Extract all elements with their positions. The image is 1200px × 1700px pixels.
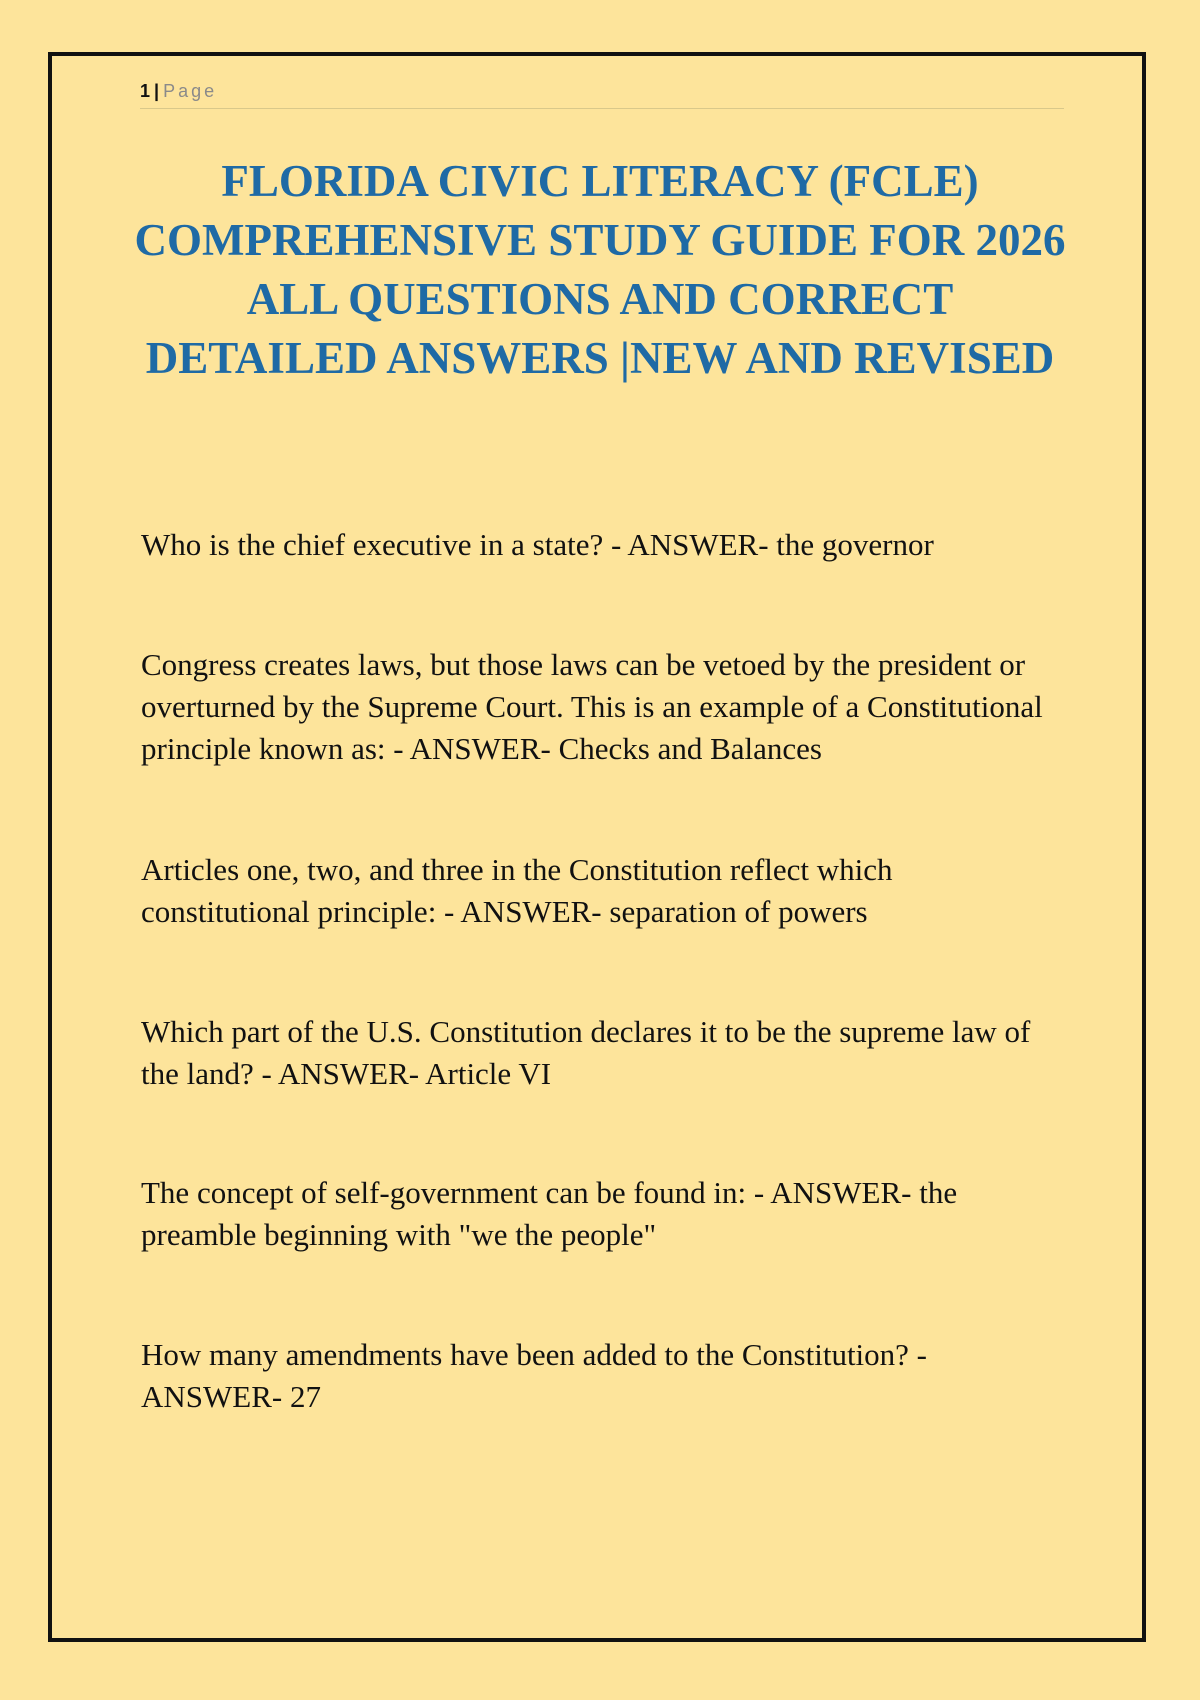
page-separator: | — [154, 81, 160, 101]
qa-line: Articles one, two, and three in the Constitution reflect which — [141, 852, 893, 887]
qa-line: Who is the chief executive in a state? - ANSWER- the governor — [141, 527, 934, 562]
qa-item — [141, 1011, 1081, 1095]
qa-line: principle known as: - ANSWER- Checks and Balances — [141, 731, 822, 766]
qa-line: How many amendments have been added to the Constitution? - — [141, 1337, 928, 1372]
qa-line: Congress creates laws, but those laws can be vetoed by the president or — [141, 647, 1026, 682]
qa-line: preamble beginning with "we the people" — [141, 1217, 657, 1252]
title-line: ALL QUESTIONS AND CORRECT — [246, 274, 954, 324]
qa-line: Which part of the U.S. Constitution declares it to be the supreme law of — [141, 1014, 1031, 1049]
qa-line: The concept of self-government can be found in: - ANSWER- the — [141, 1175, 958, 1210]
page-number: 1 — [140, 81, 151, 101]
qa-line: ANSWER- 27 — [141, 1379, 321, 1414]
title-line: COMPREHENSIVE STUDY GUIDE FOR 2026 — [134, 215, 1066, 265]
qa-item — [141, 524, 1081, 566]
qa-line: overturned by the Supreme Court. This is an example of a Constitutional — [141, 689, 1043, 724]
title-line: DETAILED ANSWERS |NEW AND REVISED — [145, 333, 1055, 383]
title-line: FLORIDA CIVIC LITERACY (FCLE) — [221, 156, 979, 206]
qa-line: the land? - ANSWER- Article VI — [141, 1056, 552, 1091]
page-label: Page — [163, 81, 218, 101]
qa-item — [141, 644, 1081, 770]
qa-item — [141, 849, 1081, 933]
document-title — [100, 152, 1100, 388]
qa-item — [141, 1172, 1081, 1256]
qa-line: constitutional principle: - ANSWER- separation of powers — [141, 894, 868, 929]
page-header — [140, 78, 1064, 109]
qa-item — [141, 1334, 1081, 1418]
